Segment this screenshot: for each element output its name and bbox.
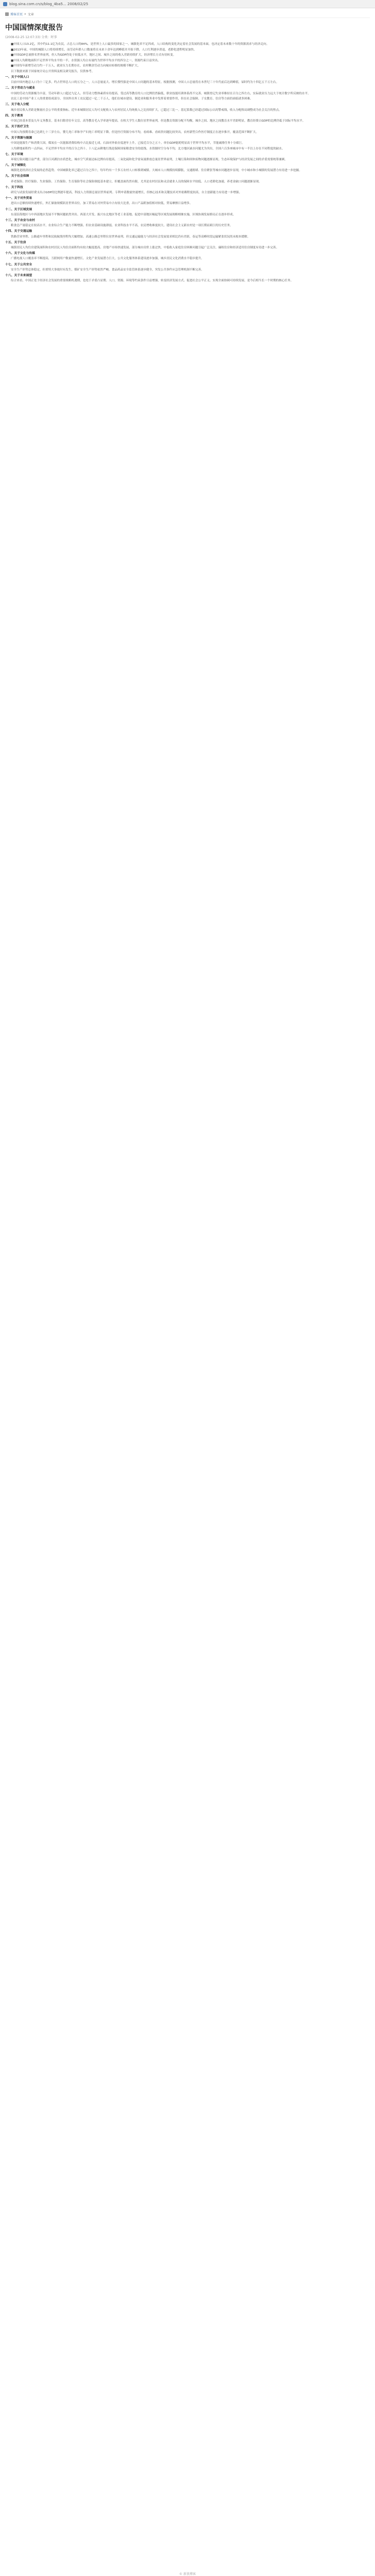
paragraph: 进出口总额持续快速增长，外汇储备规模跃居世界首位。加工贸易在对外贸易中占有较大比重，出口产品附加值相对较低，贸易摩擦日益增多。 bbox=[11, 202, 193, 206]
article-title: 中国国情深度报告 bbox=[5, 24, 63, 32]
paragraph: 综合来看，中国正处于经济社会发展的重要战略机遇期，也处于矛盾凸显期。人口、资源、环境等约束条件日益增强，转变经济发展方式、促进社会公平正义、实现全面协调可持续发展，是今后相当长一个时期的核心任务。 bbox=[11, 279, 294, 283]
paragraph: 养老保险、医疗保险、失业保险、工伤保险、生育保险等社会保险制度基本建立，但覆盖面仍然有限，尤其是农村居民和灵活就业人员的保障水平较低。人口老龄化加速，养老金缺口问题逐渐显现。 bbox=[11, 180, 262, 183]
article-meta: (2008-02-25 12:07:33) 分类：时事 bbox=[5, 36, 57, 39]
section-heading: 一、关于中国人口 bbox=[5, 76, 29, 79]
paragraph: 以下数据来源于国家统计局公开资料及相关研究报告，仅供参考。 bbox=[11, 70, 95, 73]
paragraph: 环境污染问题日益严重，部分江河湖泊水质恶化，城市空气质量达标比例有待提高。二氧化硫和化学需氧量排放总量居世界前列，土壤污染和固体废物问题逐渐显现。生态环境保护与经济发展之间的矛盾需要统筹兼顾。 bbox=[11, 158, 288, 161]
paragraph: 中国人均预期寿命已达到七十三岁左右，婴儿死亡率和孕产妇死亡率明显下降。但是医疗资源分布不均，看病难、看病贵问题比较突出，农村新型合作医疗制度正在逐步推开，覆盖范围不断扩大。 bbox=[11, 130, 259, 134]
section-heading: 十七、关于公共安全 bbox=[5, 263, 32, 266]
paragraph: 研究与试验发展经费支出占GDP的比例逐年提高，科技人力资源总量居世界前列。专利申请数量快速增长，但核心技术和关键技术对外依赖程度较高，自主创新能力有待进一步增强。 bbox=[11, 191, 242, 195]
breadcrumb-current: 文章 bbox=[27, 12, 34, 16]
paragraph: 目前中国内地总人口为十三亿多，约占世界总人口的五分之一。人口总量庞大、增长惯性强是中国人口问题的基本特征。根据预测，中国人口总量将在本世纪三十年代前后达到峰值，届时约为十四亿五千万左右。 bbox=[11, 81, 279, 84]
paragraph: 人均耕地面积约一点四亩，不足世界平均水平的百分之四十。十八亿亩耕地红线是保障国家粮食安全的底线。水资源时空分布不均，北方地区缺水问题尤为突出，全国六百多座城市中有一半以上存在不同程度的缺水。 bbox=[11, 147, 285, 150]
paragraph: 城乡居民收入差距是衡量社会公平的重要指标。近年来城镇居民人均可支配收入与农村居民人均纯收入之比持续扩大，已超过三比一。基尼系数已经超过国际公认的警戒线，收入分配格局调整成为社会关注的焦点。 bbox=[11, 108, 282, 112]
section-heading: 七、关于环境 bbox=[5, 152, 23, 156]
section-heading: 三、关于收入分配 bbox=[5, 103, 29, 107]
breadcrumb-home-link[interactable]: 博客首页 bbox=[10, 12, 23, 16]
section-heading: 五、关于医疗卫生 bbox=[5, 125, 29, 129]
article-body bbox=[5, 42, 370, 2576]
breadcrumb bbox=[5, 10, 370, 18]
section-heading: 十八、关于未来展望 bbox=[5, 274, 32, 277]
breadcrumb-separator: » bbox=[24, 12, 26, 16]
paragraph: 安全生产形势总体稳定，但重特大事故时有发生，煤矿安全生产形势依然严峻。食品药品安全监管体系逐步健全，突发公共事件应急管理机制不断完善。 bbox=[11, 268, 204, 272]
paragraph: 城镇化是经济社会发展的必然趋势。中国城镇化率已超过百分之四十，每年约有一千多万农村人口转移到城镇。大城市人口规模持续膨胀，交通拥堵、住房紧张等城市问题逐步显现，中小城市和小城镇的发展潜力有待进一步挖掘。 bbox=[11, 169, 302, 173]
paragraph: ■中国人均耕地面积不足世界平均水平的一半，水资源人均占有量约为世界平均水平的四分之一，资源约束日益突出。 bbox=[11, 59, 161, 62]
section-heading: 十、关于科技 bbox=[5, 185, 23, 189]
paragraph: 中国是能源生产和消费大国，煤炭在一次能源消费结构中占比接近七成。石油对外依存度逐年上升，已接近百分之五十。单位GDP能耗明显高于世界平均水平，节能减排任务十分艰巨。 bbox=[11, 141, 245, 145]
section-heading: 十六、关于文化与传媒 bbox=[5, 252, 35, 256]
section-heading: 十四、关于交通运输 bbox=[5, 230, 32, 233]
paragraph: 粮食总产量稳定在较高水平，农业综合生产能力不断增强。但农业基础设施薄弱，农业科技水平不高，农民增收难度较大。建设社会主义新农村是一项长期而艰巨的历史任务。 bbox=[11, 224, 233, 228]
section-heading: 四、关于教育 bbox=[5, 114, 23, 117]
paragraph: 铁路营业里程、公路通车里程和民航航线里程均大幅增加，高速公路总里程位居世界前列。但交通运输能力与经济社会发展需求相比仍有差距，春运等高峰时段运输紧张状况尚未根本缓解。 bbox=[11, 235, 250, 239]
section-heading: 六、关于资源与能源 bbox=[5, 136, 32, 140]
paragraph: 广播电视人口覆盖率不断提高，互联网用户数量快速增长。文化产业发展潜力巨大，公共文化服务体系建设逐步加强，城乡居民文化消费水平稳步提升。 bbox=[11, 257, 204, 261]
section-heading: 十二、关于区域发展 bbox=[5, 208, 32, 211]
paragraph: ■中国每年新增劳动力约一千万人，就业压力长期存在，农村剩余劳动力向城市转移的规模不断扩大。 bbox=[11, 64, 141, 68]
paragraph: ■中国人口13.2亿，其中约11.1亿为农民，占总人口的84%，是世界上人口最多的国家之一。城镇化率不足四成，人口结构的变化决定着社会发展的基本面，也决定着未来数十年的资源需求与经济走向。 bbox=[11, 43, 269, 46]
section-heading: 十五、关于住房 bbox=[5, 241, 26, 244]
paragraph: 中国已经基本普及九年义务教育，基本扫除青壮年文盲。高等教育毛入学率逐年提高，在校大学生人数位居世界前列。但是教育资源分配不均衡，城乡之间、地区之间教育水平差距明显，教育经费占GDP的比例仍低于国际平均水平。 bbox=[11, 120, 305, 123]
page bbox=[0, 8, 375, 2576]
paragraph: 中国的劳动力资源极为丰富，劳动年龄人口超过九亿人。但劳动力整体素质有待提高，受过高等教育的人口比例仍然偏低，职业技能培训体系尚不完善。城镇登记失业率维持在百分之四左右，实际就业压力远大于统计数字所反映的水平。 bbox=[11, 92, 311, 95]
home-icon[interactable] bbox=[5, 12, 9, 16]
page-footer: © 新浪博客 bbox=[179, 2572, 196, 2576]
favicon-icon bbox=[3, 2, 7, 6]
browser-tab-bar bbox=[0, 0, 375, 8]
browser-tab-text[interactable]: blog.sina.com.cn/s/blog_4ba5... 2008/02/25 bbox=[9, 2, 89, 6]
paragraph: 东部沿海地区与中西部地区发展不平衡问题依然突出。西部大开发、振兴东北地区等老工业基地、促进中部地区崛起等区域发展战略相继实施，区域协调发展格局正在逐步形成。 bbox=[11, 213, 236, 216]
section-heading: 十一、关于对外贸易 bbox=[5, 197, 32, 200]
section-heading: 十三、关于农业与农村 bbox=[5, 218, 35, 222]
section-heading: 二、关于劳动力与就业 bbox=[5, 87, 35, 90]
paragraph: ■2013年前，中国的城镇人口将持续增长，而劳动年龄人口数量将在未来十余年达到峰值并开始下降，人口红利逐步消退，老龄化进程明显加快。 bbox=[11, 48, 197, 52]
section-heading: 九、关于社会保障 bbox=[5, 175, 29, 178]
paragraph: 农民工是中国产业工人的重要组成部分，全国外出务工农民超过一亿二千万人，他们在城市建设、制造业和服务业中发挥着重要作用，但在社会保障、子女教育、住房等方面仍面临诸多困难。 bbox=[11, 97, 253, 101]
paragraph: 城镇居民人均住房建筑面积和农村居民人均住房面积均有较大幅度提高。房地产市场快速发展，部分城市房价上涨过快，中低收入家庭住房困难问题引起广泛关注，廉租住房和经济适用住房制度有待进一步完善。 bbox=[11, 246, 279, 250]
section-heading: 八、关于城镇化 bbox=[5, 163, 26, 167]
paragraph: ■中国GDP总量排名世界前列，但人均GDP仍处于较低水平，地区之间、城乡之间的收入差距持续扩大，经济增长方式有待转变。 bbox=[11, 54, 176, 57]
